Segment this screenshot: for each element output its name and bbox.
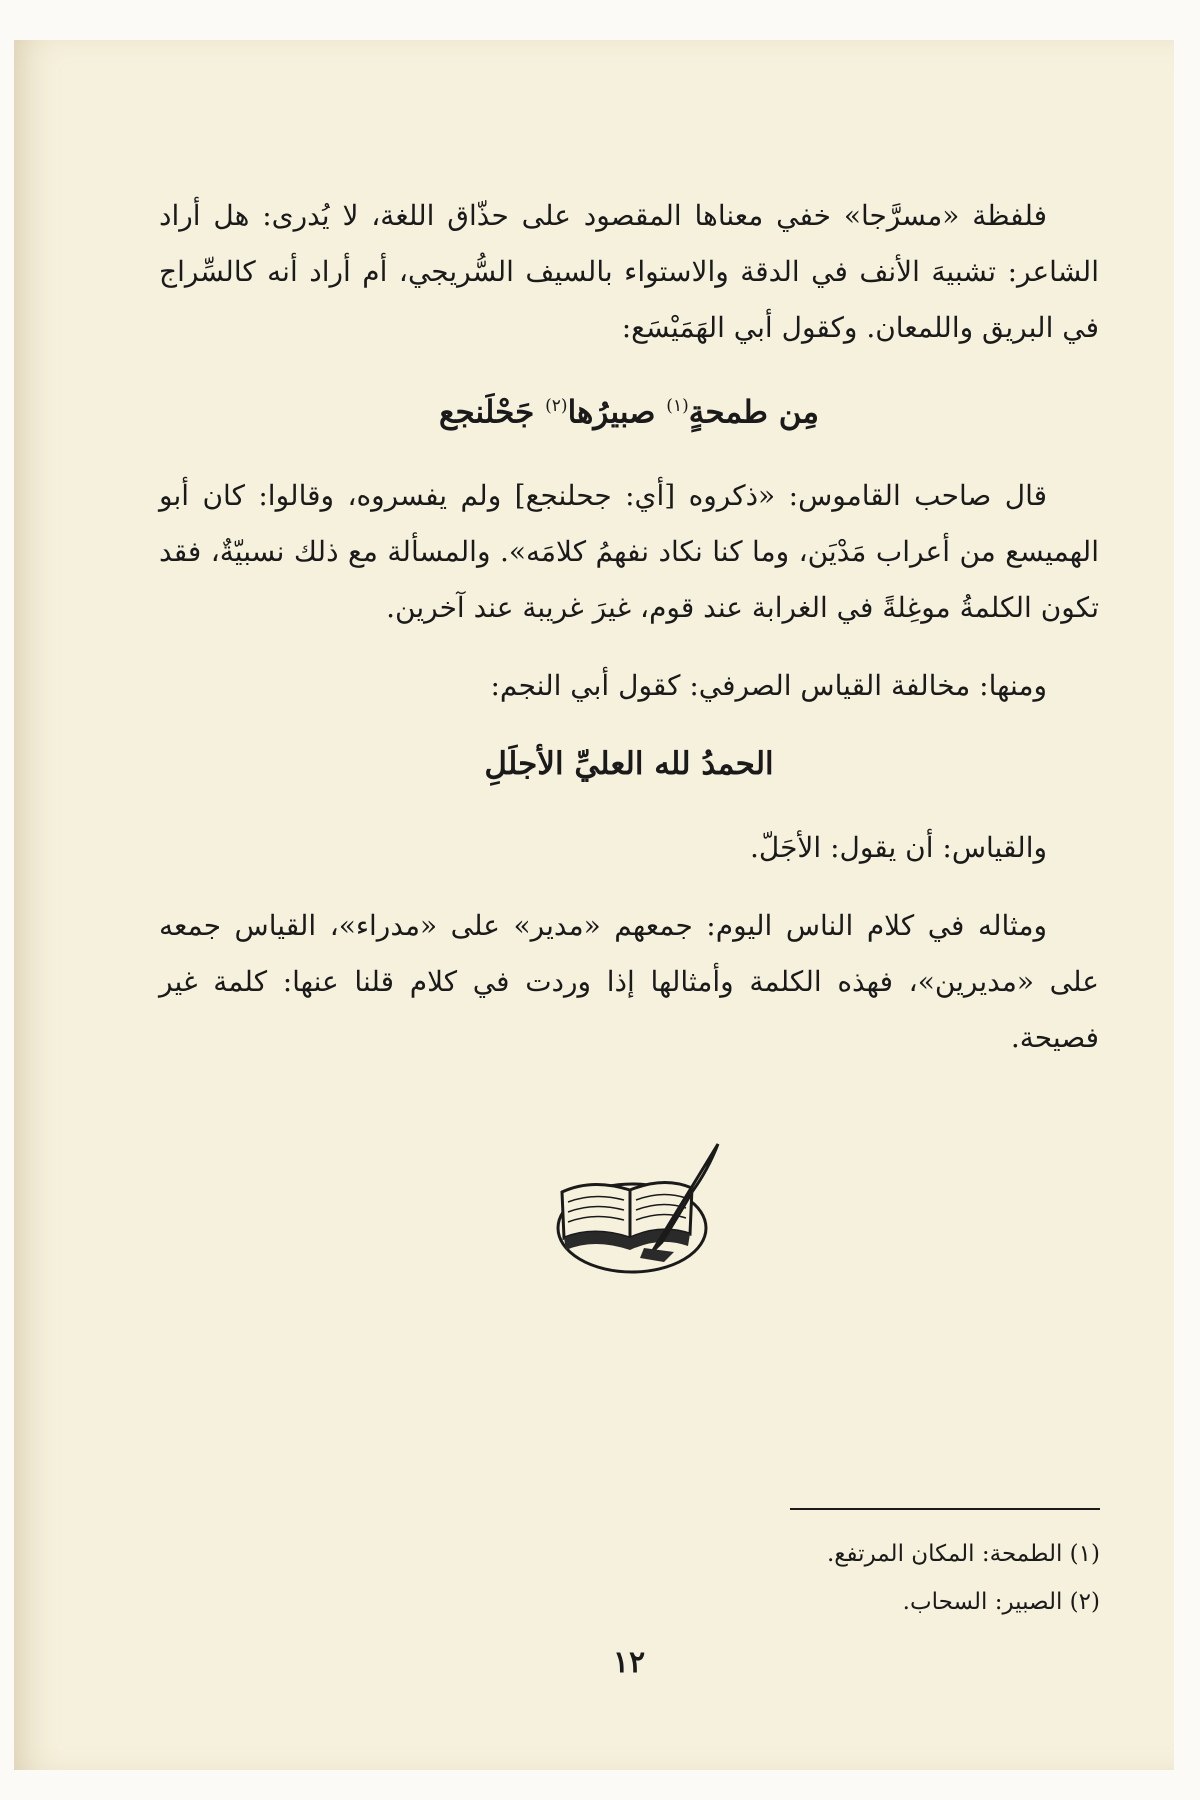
body-text (159, 188, 1099, 1088)
verse-hemistich-2: الحمدُ لله العليِّ الأجلَلِ (484, 746, 774, 783)
footnote-marker-1[interactable]: (١) (666, 396, 689, 416)
book-page (14, 40, 1174, 1770)
verse-part-2: صبيرُها (567, 394, 656, 431)
verse-hemistich-1 (159, 378, 1099, 440)
paragraph-2: قال صاحب القاموس: «ذكروه [أي: جحلنجع] ولم يفسروه، وقالوا: كان أبو الهميسع من أعراب مَدْيَن، وما كنا نكاد نفهمُ كلامَه». والمسألة مع ذلك نسبيّةٌ، فقد تكون الكلمةُ موغِلةً في الغرابة عند قوم، غيرَ غريبة عند آخرين. (159, 479, 1099, 625)
verse-part-1: مِن طمحةٍ (688, 394, 819, 431)
paragraph-1: فلفظة «مسرَّجا» خفي معناها المقصود على حذّاق اللغة، لا يُدرى: هل أراد الشاعر: تشبيهَ الأنف في الدقة والاستواء بالسيف السُّريجي، أم أراد أنه كالسِّراج في البريق واللمعان. وكقول أبي الهَمَيْسَع: (159, 199, 1099, 344)
footnote-marker-2[interactable]: (٢) (545, 396, 568, 416)
footnote-divider (790, 1508, 1100, 1510)
paragraph-5: ومثاله في كلام الناس اليوم: جمعهم «مدير» على «مدراء»، القياس جمعه على «مديرين»، فهذه الكلمة وأمثالها إذا وردت في كلام قلنا عنها: كلمة غير فصيحة. (159, 909, 1099, 1055)
page-number: ١٢ (612, 1645, 646, 1680)
paragraph-4: والقياس: أن يقول: الأجَلّ. (750, 831, 1047, 865)
book-and-quill-icon (532, 1130, 732, 1280)
footnotes (614, 1530, 1100, 1626)
paragraph-3: ومنها: مخالفة القياس الصرفي: كقول أبي النجم: (490, 669, 1047, 703)
footnote-1: (١) الطمحة: المكان المرتفع. (826, 1541, 1100, 1567)
footnote-2: (٢) الصبير: السحاب. (902, 1589, 1100, 1615)
verse-part-3: جَحْلَنجع (439, 394, 535, 431)
